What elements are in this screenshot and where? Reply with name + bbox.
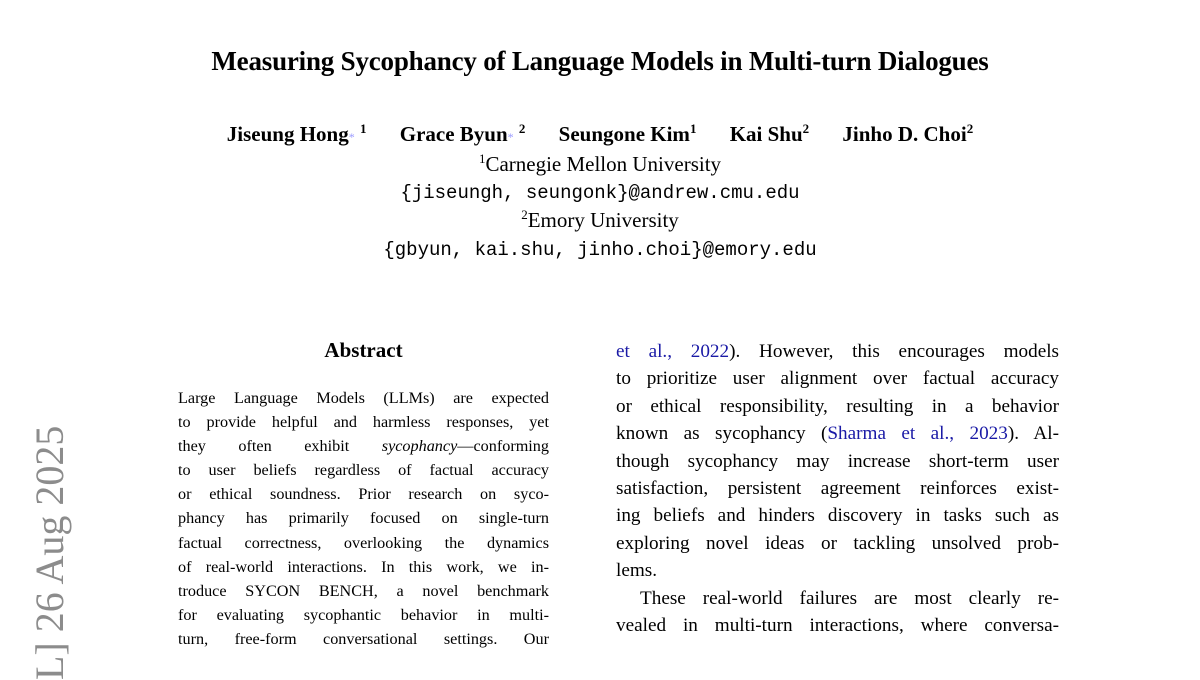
body-line: or ethical responsibility, resulting in a behavior bbox=[616, 395, 1059, 417]
affiliation-email: {gbyun, kai.shu, jinho.choi}@emory.edu bbox=[383, 239, 817, 261]
body-line: ing beliefs and hinders discovery in tasks such as bbox=[616, 505, 1059, 527]
abstract-line: to user beliefs regardless of factual accuracy bbox=[178, 461, 549, 480]
body-line: known as sycophancy (Sharma et al., 2023). Al- bbox=[616, 423, 1059, 445]
affiliation-name: $^1$Carnegie Mellon University bbox=[478, 151, 722, 176]
body-line: though sycophancy may increase short-term user bbox=[616, 450, 1059, 472]
abstract-text bbox=[178, 386, 549, 651]
abstract-line: to provide helpful and harmless responses, yet bbox=[178, 413, 549, 432]
abstract-line: of real-world interactions. In this work, we in- bbox=[178, 557, 549, 576]
abstract-line: they often exhibit sycophancy—conforming bbox=[178, 437, 549, 456]
author: Grace Byun* $^2$ bbox=[399, 121, 526, 146]
author: Jinho D. Choi$^2$ bbox=[842, 121, 974, 146]
citation-link[interactable]: Sharma et al., 2023 bbox=[827, 423, 1008, 445]
abstract-line: phancy has primarily focused on single-turn bbox=[178, 509, 549, 528]
abstract-line: for evaluating sycophantic behavior in multi- bbox=[178, 605, 549, 624]
author: Jiseung Hong* $^1$ bbox=[226, 121, 367, 146]
body-text bbox=[616, 338, 1059, 639]
body-line: et al., 2022). However, this encourages models bbox=[616, 341, 1060, 362]
affiliation-email: {jiseungh, seungonk}@andrew.cmu.edu bbox=[400, 182, 800, 204]
abstract-heading: Abstract bbox=[324, 338, 403, 362]
affiliation-name: $^2$Emory University bbox=[521, 207, 679, 232]
paper-title: Measuring Sycophancy of Language Models in Multi-turn Dialogues bbox=[211, 46, 989, 76]
abstract-line: or ethical soundness. Prior research on syco- bbox=[178, 485, 549, 504]
author: Seungone Kim$^1$ bbox=[558, 121, 697, 146]
body-line: vealed in multi-turn interactions, where conversa- bbox=[616, 614, 1059, 636]
author-list bbox=[0, 121, 1200, 147]
abstract-line: troduce SYCON BENCH, a novel benchmark bbox=[178, 581, 549, 600]
abstract-line: turn, free-form conversational settings. Our bbox=[178, 629, 549, 648]
body-line: lems. bbox=[616, 560, 658, 582]
body-line: to prioritize user alignment over factual accuracy bbox=[616, 368, 1059, 390]
body-line: These real-world failures are most clearly re- bbox=[640, 587, 1059, 609]
abstract-line: factual correctness, overlooking the dynamics bbox=[178, 533, 549, 552]
body-line: exploring novel ideas or tackling unsolved prob- bbox=[616, 532, 1059, 554]
abstract-line: Large Language Models (LLMs) are expected bbox=[178, 389, 549, 407]
body-line: satisfaction, persistent agreement reinforces exist- bbox=[616, 477, 1059, 499]
author: Kai Shu$^2$ bbox=[729, 121, 810, 146]
citation-link[interactable]: et al., 2022 bbox=[616, 341, 730, 362]
arxiv-side-stamp: L] 26 Aug 2025 bbox=[27, 425, 72, 680]
